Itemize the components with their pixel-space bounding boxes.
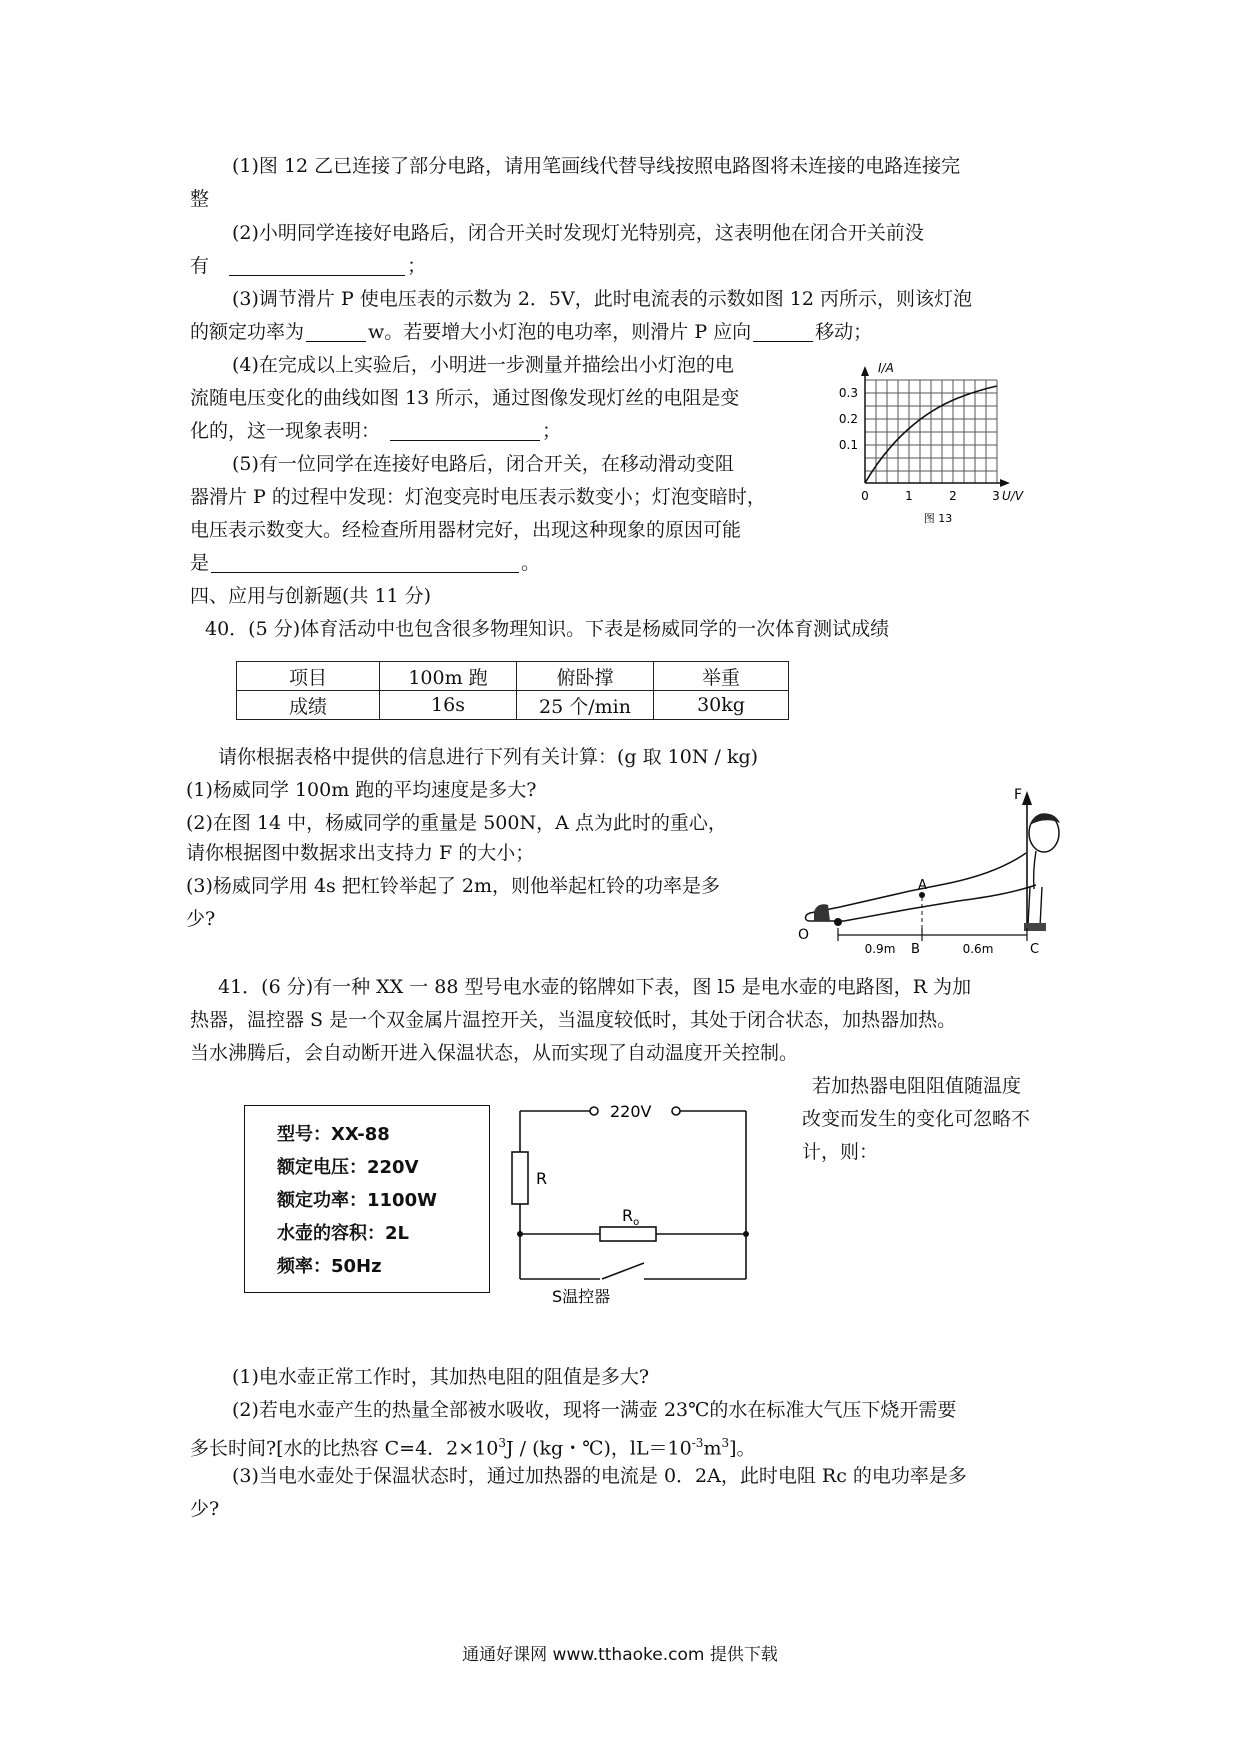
q40-sub1: (1)杨威同学 100m 跑的平均速度是多大? [186, 779, 537, 801]
q41-sub1: (1)电水壶正常工作时，其加热电阻的阻值是多大? [232, 1366, 650, 1388]
superscript: 3 [498, 1436, 507, 1450]
terminal-icon [590, 1107, 598, 1115]
figure-14-pushup [790, 775, 1080, 965]
table-cell: 16s [380, 691, 517, 720]
q39-part4-text: 化的，这一现象表明： [190, 420, 381, 442]
table-row [237, 691, 789, 720]
q41-sub2-text-a: 多长时间?[水的比热容 C=4．2×10 [190, 1437, 499, 1460]
table-row [237, 662, 789, 691]
q40-sub3-line1: (3)杨威同学用 4s 把杠铃举起了 2m，则他举起杠铃的功率是多 [186, 875, 720, 897]
q39-part4-line3 [190, 416, 561, 446]
superscript: 3 [721, 1436, 730, 1450]
x-tick-label: 3 [992, 489, 1000, 503]
distance-BC-label: 0.6m [962, 942, 994, 956]
q39-part3-text-a: 的额定功率为 [190, 321, 305, 343]
answer-blank[interactable] [211, 550, 519, 573]
figure-13-graph [828, 360, 1024, 530]
force-arrow-head-icon [1022, 791, 1032, 805]
q39-part4-line1: (4)在完成以上实验后，小明进一步测量并描绘出小灯泡的电 [232, 354, 734, 376]
answer-blank[interactable] [390, 418, 540, 441]
q41-right-line2: 改变而发生的变化可忽略不 [802, 1108, 1031, 1130]
point-C-label: C [1030, 942, 1040, 957]
q39-part5-line2: 器滑片 P 的过程中发现：灯泡变亮时电压表示数变小；灯泡变暗时， [190, 486, 766, 508]
table-header-cell: 举重 [654, 662, 789, 691]
answer-blank[interactable] [753, 319, 813, 342]
q39-part3-line2 [190, 317, 872, 347]
point-B-label: B [911, 942, 920, 957]
q39-part2-end: ； [407, 255, 427, 277]
hair-icon [1030, 813, 1060, 825]
x-tick-label: 2 [949, 489, 957, 503]
page-footer: 通通好课网 www.tthaoke.com 提供下载 [462, 1645, 778, 1665]
table-header-cell: 项目 [237, 662, 380, 691]
x-tick-label: 0 [861, 489, 869, 503]
q39-part2-text: 有 [190, 255, 210, 277]
x-tick-label: 1 [905, 489, 913, 503]
switch-lever [602, 1263, 644, 1279]
table-cell: 25 个/min [517, 691, 654, 720]
q40-prompt: 请你根据表格中提供的信息进行下列有关计算：(g 取 10N / kg) [218, 746, 759, 768]
resistor-R0 [600, 1227, 656, 1241]
q40-sub2-line2: 请你根据图中数据求出支持力 F 的大小； [186, 842, 535, 864]
q39-part1-line2: 整 [190, 188, 210, 210]
q41-sub2-text-b: J / (kg・℃)，lL＝10 [506, 1437, 692, 1460]
nameplate-power: 额定功率：1100W [277, 1190, 437, 1211]
q41-sub2-text-c: m [703, 1437, 722, 1460]
q40-sub2-line1: (2)在图 14 中，杨威同学的重量是 500N，A 点为此时的重心， [186, 812, 727, 834]
x-axis-label: U/V [1002, 489, 1024, 503]
q41-sub3-line1: (3)当电水壶处于保温状态时，通过加热器的电流是 0．2A，此时电阻 Rc 的电功率是多 [232, 1465, 967, 1487]
supply-voltage-label: 220V [610, 1102, 652, 1121]
point-A-label: A [918, 878, 927, 893]
nameplate-voltage: 额定电压：220V [277, 1157, 419, 1178]
q39-part3-text-b: w。若要增大小灯泡的电功率，则滑片 P 应向 [368, 321, 752, 343]
y-tick-label: 0.3 [838, 386, 858, 400]
point-O-label: O [798, 927, 810, 943]
q41-line3: 当水沸腾后，会自动断开进入保温状态，从而实现了自动温度开关控制。 [190, 1042, 799, 1064]
q41-right-line3: 计，则： [802, 1141, 879, 1163]
q41-line2: 热器，温控器 S 是一个双金属片温控开关，当温度较低时，其处于闭合状态，加热器加热。 [190, 1009, 957, 1031]
nameplate-box [244, 1105, 490, 1293]
nameplate-capacity: 水壶的容积：2L [277, 1223, 409, 1244]
section-title: 四、应用与创新题(共 11 分) [190, 585, 432, 607]
distance-OB-label: 0.9m [864, 942, 896, 956]
arm-outline [1028, 887, 1042, 927]
q39-part3-line1: (3)调节滑片 P 使电压表的示数为 2．5V，此时电流表的示数如图 12 丙所示，则该灯泡 [232, 288, 972, 310]
superscript: -3 [691, 1436, 704, 1450]
q39-part4-end: ； [542, 420, 562, 442]
y-tick-label: 0.2 [838, 412, 858, 426]
q39-part1-line1: (1)图 12 乙已连接了部分电路，请用笔画线代替导线按照电路图将未连接的电路连接完 [232, 155, 961, 177]
q39-part5-line3: 电压表示数变大。经检查所用器材完好，出现这种现象的原因可能 [190, 519, 742, 541]
q39-part5-end: 。 [521, 552, 541, 574]
nameplate-frequency: 频率：50Hz [277, 1256, 382, 1277]
q39-part5-line4 [190, 548, 540, 578]
q39-part2-line1: (2)小明同学连接好电路后，闭合开关时发现灯光特别亮，这表明他在闭合开关前没 [232, 222, 924, 244]
q41-line1: 41．(6 分)有一种 XX 一 88 型号电水壶的铭牌如下表，图 l5 是电水壶的电路图，R 为加 [218, 976, 972, 998]
q41-sub2-line2 [190, 1428, 756, 1463]
q39-part3-text-c: 移动； [815, 321, 873, 343]
q41-sub2-line1: (2)若电水壶产生的热量全部被水吸收，现将一满壶 23℃的水在标准大气压下烧开需要 [232, 1399, 957, 1421]
y-axis-label: I/A [878, 361, 894, 375]
q39-part2-line2 [190, 251, 426, 281]
table-cell: 成绩 [237, 691, 380, 720]
circuit-diagram [510, 1095, 760, 1305]
q39-part5-line1: (5)有一位同学在连接好电路后，闭合开关，在移动滑动变阻 [232, 453, 734, 475]
score-table [236, 661, 789, 720]
table-header-cell: 100m 跑 [380, 662, 517, 691]
q40-sub3-line2: 少? [186, 908, 216, 930]
q40-intro: 40．(5 分)体育活动中也包含很多物理知识。下表是杨威同学的一次体育测试成绩 [205, 618, 890, 640]
resistor-R0-label: $R_o$ [622, 1206, 640, 1228]
nameplate-model: 型号：XX-88 [277, 1124, 390, 1145]
resistor-R [512, 1152, 528, 1204]
terminal-icon [672, 1107, 680, 1115]
foot-icon [814, 904, 830, 921]
switch-label: S温控器 [552, 1287, 611, 1306]
force-label: F [1014, 787, 1023, 803]
q39-part5-text: 是 [190, 552, 210, 574]
q39-part4-line2: 流随电压变化的曲线如图 13 所示，通过图像发现灯丝的电阻是变 [190, 387, 740, 409]
q41-sub3-line2: 少? [190, 1498, 220, 1520]
resistor-R-label: R [536, 1169, 548, 1188]
table-header-cell: 俯卧撑 [517, 662, 654, 691]
y-axis-arrow-icon [861, 366, 869, 376]
answer-blank[interactable] [229, 253, 405, 276]
x-axis-arrow-icon [1000, 479, 1010, 487]
answer-blank[interactable] [306, 319, 366, 342]
q41-right-line1: 若加热器电阻阻值随温度 [812, 1075, 1022, 1097]
table-cell: 30kg [654, 691, 789, 720]
q41-sub2-text-d: ]。 [729, 1437, 756, 1460]
y-tick-label: 0.1 [838, 438, 858, 452]
figure-caption: 图 13 [923, 512, 953, 525]
